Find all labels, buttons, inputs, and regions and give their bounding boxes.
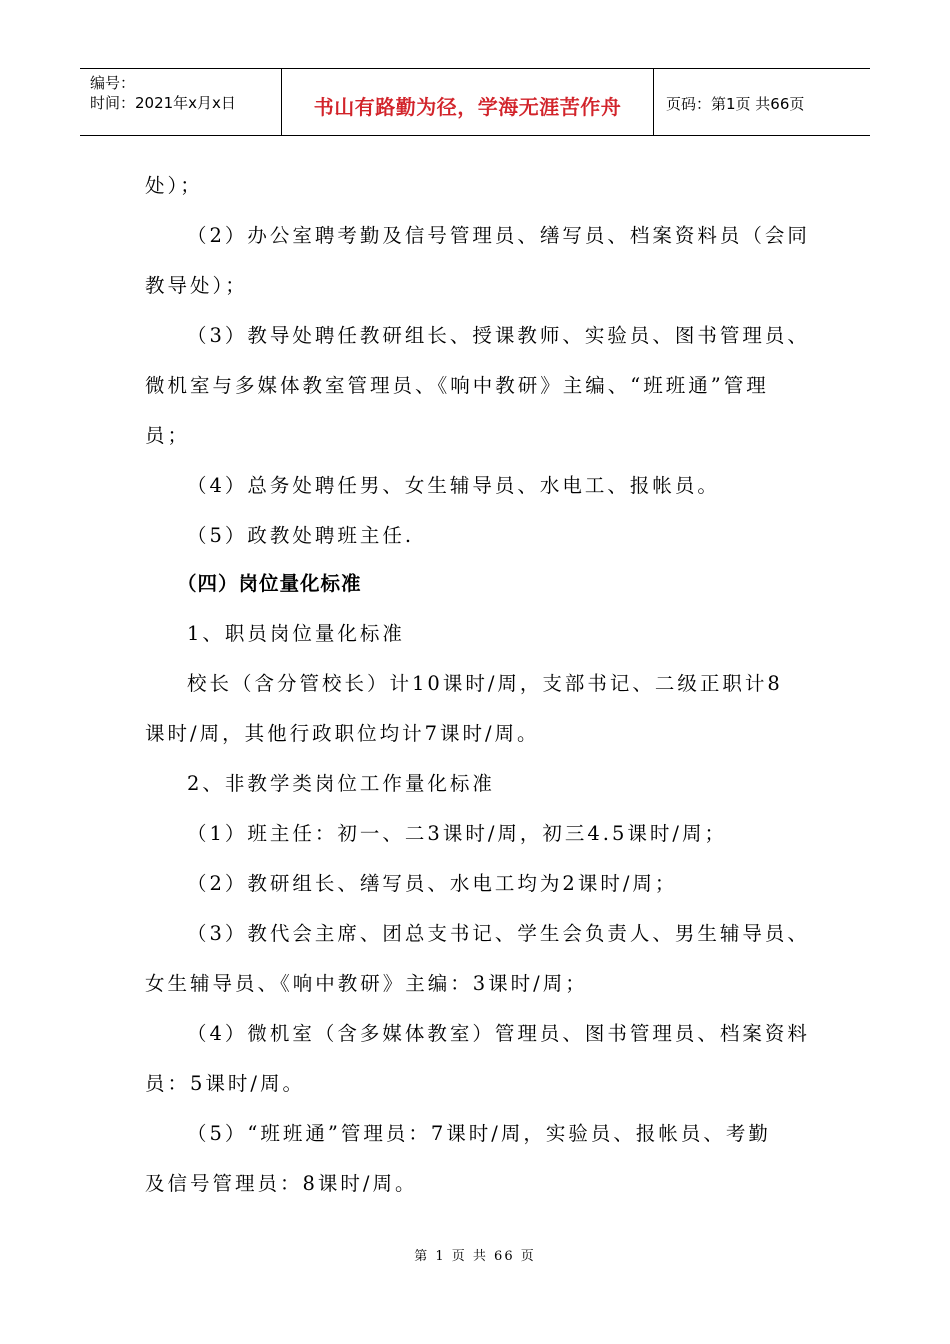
paragraph-line: （2）办公室聘考勤及信号管理员、缮写员、档案资料员（会同 <box>187 224 810 247</box>
paragraph-line: （4）总务处聘任男、女生辅导员、水电工、报帐员。 <box>187 474 720 497</box>
paragraph-line: 微机室与多媒体教室管理员、《响中教研》主编、“班班通”管理 <box>145 374 769 397</box>
document-number-label: 编号： <box>90 74 136 92</box>
paragraph-line: 校长（含分管校长）计10课时/周，支部书记、二级正职计8 <box>187 672 783 695</box>
paragraph-line: 教导处）； <box>145 274 248 297</box>
paragraph-line: 及信号管理员：8课时/周。 <box>145 1172 418 1195</box>
header-motto: 书山有路勤为径，学海无涯苦作舟 <box>282 69 654 135</box>
paragraph-line: （3）教导处聘任教研组长、授课教师、实验员、图书管理员、 <box>187 324 810 347</box>
paragraph-line: （3）教代会主席、团总支书记、学生会负责人、男生辅导员、 <box>187 922 810 945</box>
paragraph-line: 女生辅导员、《响中教研》主编：3课时/周； <box>145 972 588 995</box>
paragraph-line: （2）教研组长、缮写员、水电工均为2课时/周； <box>187 872 678 895</box>
paragraph-line: （5）政教处聘班主任. <box>187 524 415 547</box>
paragraph-line: 员：5课时/周。 <box>145 1072 305 1095</box>
section-heading: （四）岗位量化标准 <box>177 572 362 595</box>
page-header <box>80 68 870 136</box>
document-date-label: 时间：2021年x月x日 <box>90 94 236 112</box>
paragraph-line: 课时/周，其他行政职位均计7课时/周。 <box>145 722 540 745</box>
subsection-heading: 1、职员岗位量化标准 <box>187 622 405 645</box>
paragraph-line: 处）； <box>145 174 203 197</box>
subsection-heading: 2、非教学类岗位工作量化标准 <box>187 772 495 795</box>
paragraph-line: （4）微机室（含多媒体教室）管理员、图书管理员、档案资料 <box>187 1022 810 1045</box>
paragraph-line: （5）“班班通”管理员：7课时/周，实验员、报帐员、考勤 <box>187 1122 771 1145</box>
paragraph-line: 员； <box>145 424 191 447</box>
page-footer: 第 1 页 共 66 页 <box>414 1249 536 1264</box>
header-meta <box>80 69 282 135</box>
paragraph-line: （1）班主任：初一、二3课时/周，初三4.5课时/周； <box>187 822 727 845</box>
header-page-info: 页码：第1页 共66页 <box>666 94 805 113</box>
